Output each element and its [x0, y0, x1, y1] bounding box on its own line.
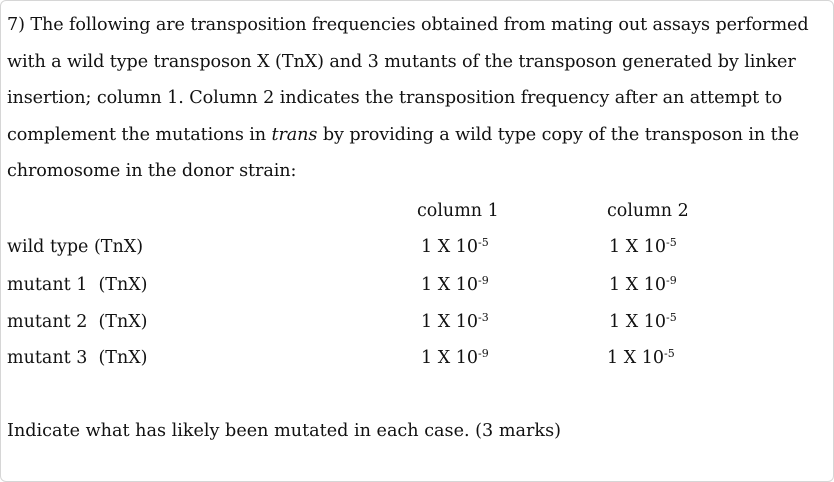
mutant-3-col1-exponent: -9 [478, 347, 489, 360]
question-line-1: 7) The following are transposition frequencies obtained from mating out assays performed [7, 15, 809, 35]
mutant-1-col2-value [609, 275, 677, 295]
row-label-mutant-2: mutant 2 (TnX) [7, 312, 148, 332]
mutant-2-col1-value [421, 312, 489, 332]
column-1-header: column 1 [417, 201, 499, 221]
mutant-3-col2-exponent: -5 [664, 347, 675, 360]
mutant-1-col1-exponent: -9 [478, 274, 489, 287]
column-2-header: column 2 [607, 201, 689, 221]
row-label-mutant-1: mutant 1 (TnX) [7, 275, 148, 295]
wild-type-col2-value [609, 237, 677, 257]
mutant-2-col2-base: 1 X 10 [609, 312, 666, 332]
wild-type-col1-base: 1 X 10 [421, 237, 478, 257]
mutant-1-col2-exponent: -9 [666, 274, 677, 287]
trans-italic: trans [271, 124, 318, 145]
wild-type-col1-value [421, 237, 489, 257]
question-line-4-end: by providing a wild type copy of the transposon in the [317, 124, 800, 145]
mutant-3-col2-value [607, 348, 675, 368]
mutant-2-col2-value [609, 312, 677, 332]
mutant-2-col1-base: 1 X 10 [421, 312, 478, 332]
mutant-1-col1-value [421, 275, 489, 295]
question-line-4-start: complement the mutations in [7, 124, 272, 145]
row-label-wild-type: wild type (TnX) [7, 237, 144, 257]
mutant-1-col1-base: 1 X 10 [421, 275, 478, 295]
instruction-text: Indicate what has likely been mutated in each case. (3 marks) [7, 421, 561, 441]
mutant-3-col1-value [421, 348, 489, 368]
mutant-2-col2-exponent: -5 [666, 311, 677, 324]
wild-type-col1-exponent: -5 [478, 236, 489, 249]
question-text [7, 7, 829, 190]
mutant-3-col1-base: 1 X 10 [421, 348, 478, 368]
mutant-2-col1-exponent: -3 [478, 311, 489, 324]
mutant-1-col2-base: 1 X 10 [609, 275, 666, 295]
question-line-3: insertion; column 1. Column 2 indicates the transposition frequency after an attempt to [7, 88, 783, 108]
question-line-2: with a wild type transposon X (TnX) and 3 mutants of the transposon generated by linker [7, 51, 796, 72]
mutant-3-col2-base: 1 X 10 [607, 348, 664, 368]
question-line-4 [7, 117, 829, 154]
row-label-mutant-3: mutant 3 (TnX) [7, 348, 148, 368]
wild-type-col2-exponent: -5 [666, 236, 677, 249]
wild-type-col2-base: 1 X 10 [609, 237, 666, 257]
question-line-5: chromosome in the donor strain: [7, 161, 297, 181]
